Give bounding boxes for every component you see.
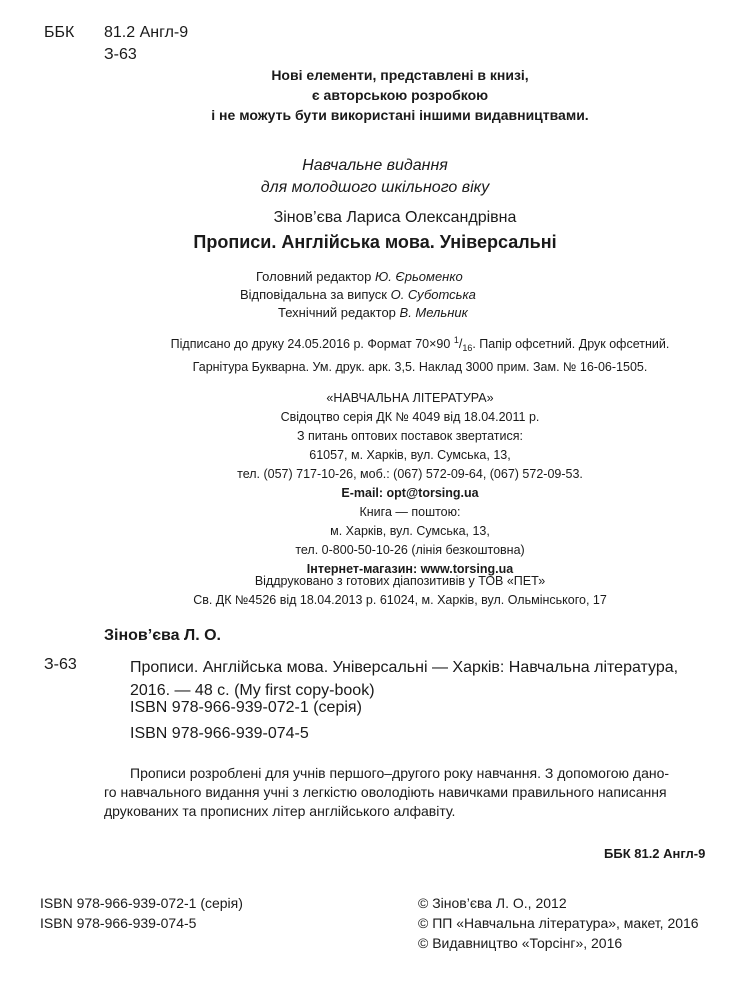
mail-order-address: м. Харків, вул. Сумська, 13, xyxy=(330,524,490,538)
publisher-phones: тел. (057) 717-10-26, моб.: (067) 572-09-64, (067) 572-09-53. xyxy=(237,467,583,481)
staff-row xyxy=(240,286,476,304)
online-shop: Інтернет-магазин: www.torsing.ua xyxy=(306,562,514,576)
abstract-line: Прописи розроблені для учнів першого–другого року навчання. З допомогою дано- xyxy=(130,765,670,781)
abstract-line: го навчального видання учні з легкістю оволодіють навичками правильного написання xyxy=(104,784,667,800)
print-info-line-2: Гарнітура Букварна. Ум. друк. арк. 3,5. Наклад 3000 прим. Зам. № 16-06-1505. xyxy=(192,360,648,375)
staff-row xyxy=(240,304,476,322)
publisher-name: «НАВЧАЛЬНА ЛІТЕРАТУРА» xyxy=(326,391,494,405)
rights-notice xyxy=(180,65,620,125)
book-title: Прописи. Англійська мова. Універсальні xyxy=(193,232,557,252)
footer-isbn-list xyxy=(40,893,243,933)
bbk-footer: ББК 81.2 Англ-9 xyxy=(604,846,706,861)
catalog-isbn: ISBN 978-966-939-074-5 xyxy=(130,725,309,742)
copyright-line: © Зінов’єва Л. О., 2012 xyxy=(418,895,567,911)
staff-name: В. Мельник xyxy=(399,305,468,320)
printer-block xyxy=(140,572,660,610)
staff-role: Відповідальна за випуск xyxy=(240,287,387,302)
catalog-code: З-63 xyxy=(44,656,77,673)
catalog-desc-line: 2016. — 48 с. (My first copy-book) xyxy=(130,682,375,699)
edition-type xyxy=(180,155,570,199)
rights-notice-line: і не можуть бути використані іншими видавництвами. xyxy=(211,107,589,123)
staff-row xyxy=(240,268,476,286)
publisher-email: E-mail: opt@torsing.ua xyxy=(341,486,479,500)
mail-order-label: Книга — поштою: xyxy=(359,505,461,519)
printer-line-2: Св. ДК №4526 від 18.04.2013 р. 61024, м. Харків, вул. Ольмінського, 17 xyxy=(193,593,607,607)
print-info-line-1: Підписано до друку 24.05.2016 р. Формат 70×90 $^1/_{16}$. Папір офсетний. Друк офсетний. xyxy=(170,335,670,354)
rights-notice-line: є авторською розробкою xyxy=(311,87,489,103)
footer-isbn: ISBN 978-966-939-074-5 xyxy=(40,915,197,931)
footer-isbn: ISBN 978-966-939-072-1 (серія) xyxy=(40,895,243,911)
bbk-code: 81.2 Англ-9 xyxy=(104,24,189,41)
abstract-line: друкованих та прописних літер англійського алфавіту. xyxy=(104,803,456,819)
edition-type-line: Навчальне видання xyxy=(302,157,448,174)
staff-role: Головний редактор xyxy=(256,269,372,284)
rights-notice-line: Нові елементи, представлені в книзі, xyxy=(271,67,529,83)
printer-line-1: Віддруковано з готових діапозитивів у ТОВ «ПЕТ» xyxy=(254,574,546,588)
edition-type-line: для молодшого шкільного віку xyxy=(260,179,490,196)
catalog-isbn-series: ISBN 978-966-939-072-1 (серія) xyxy=(130,699,362,716)
publisher-certificate: Свідоцтво серія ДК № 4049 від 18.04.2011 р. xyxy=(280,410,540,424)
mail-order-phone: тел. 0-800-50-10-26 (лінія безкоштовна) xyxy=(295,543,525,557)
staff-role: Технічний редактор xyxy=(278,305,396,320)
author-full-name: Зінов’єва Лариса Олександрівна xyxy=(273,209,517,226)
print-info xyxy=(160,331,680,377)
copyright-line: © Видавництво «Торсінг», 2016 xyxy=(418,935,623,951)
catalog-desc-line: Прописи. Англійська мова. Універсальні — Харків: Навчальна література, xyxy=(130,659,679,676)
publisher-address: 61057, м. Харків, вул. Сумська, 13, xyxy=(309,448,511,462)
staff-list xyxy=(240,268,476,322)
author-code: З-63 xyxy=(104,46,137,63)
catalog-description xyxy=(130,656,678,702)
copyright-line: © ПП «Навчальна література», макет, 2016 xyxy=(418,915,699,931)
staff-name: Ю. Єрьоменко xyxy=(375,269,463,284)
publisher-block xyxy=(160,389,660,579)
wholesale-intro: З питань оптових поставок звертатися: xyxy=(296,429,524,443)
staff-name: О. Суботська xyxy=(390,287,476,302)
bbk-label: ББК xyxy=(44,24,75,41)
abstract xyxy=(104,764,669,821)
catalog-author: Зінов’єва Л. О. xyxy=(104,627,221,644)
copyright-list xyxy=(418,893,699,953)
